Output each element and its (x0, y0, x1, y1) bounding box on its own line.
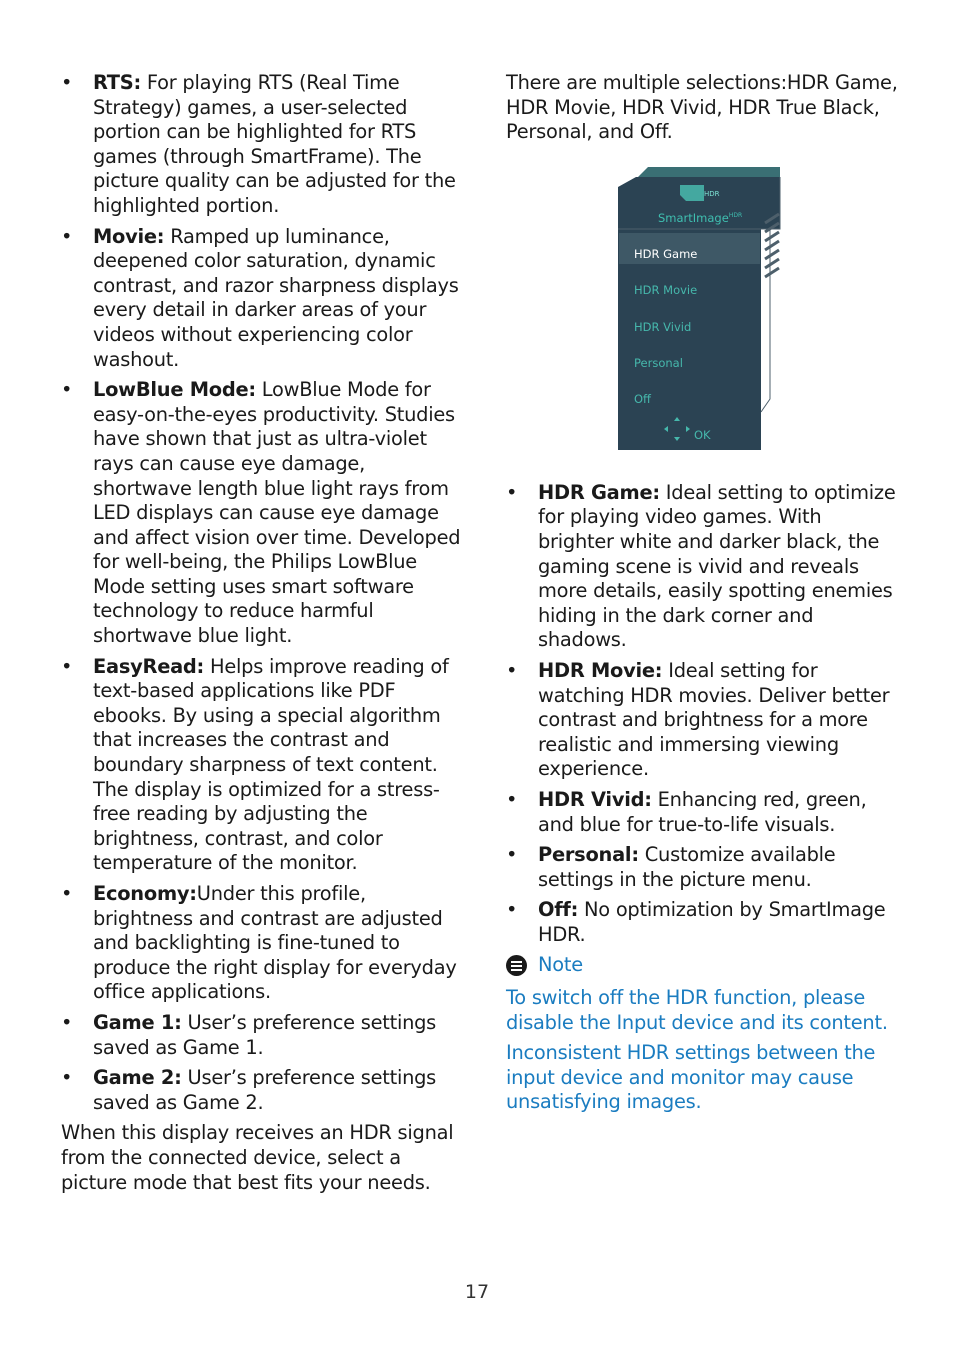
bullet-off (506, 898, 898, 947)
bullet-term: HDR Vivid: (538, 787, 652, 811)
bullet-hdr-vivid (506, 788, 898, 837)
bullet-dot: • (61, 882, 73, 905)
bullet-rts (61, 71, 461, 219)
bullet-hdr-movie (506, 659, 898, 782)
osd-item-hdr-game[interactable]: HDR Game (634, 246, 698, 261)
osd-ok-bar (618, 412, 761, 450)
bullet-term: Game 2: (93, 1066, 182, 1090)
note-heading (506, 953, 898, 978)
bullet-lowblue (61, 378, 461, 649)
osd-item-personal[interactable]: Personal (634, 355, 683, 370)
bullet-dot: • (506, 843, 518, 867)
bullet-text: User’s preference settings saved as Game 2. (93, 1066, 437, 1114)
bullet-text: Ramped up luminance, deepened color saturation, dynamic contrast, and razor sharpness displays every detail in darker areas of your videos without experiencing color washout. (93, 224, 459, 371)
bullet-text: Helps improve reading of text-based applications like PDF ebooks. By using a special algorithm that increases the contrast and boundary sharpness of text content. The display is optimized for a stress-free reading by adjusting the brightness, contrast, and color temperature of the monitor. (93, 654, 449, 875)
hdr-signal-paragraph: When this display receives an HDR signal from the connected device, select a picture mode that best fits your needs. (61, 1121, 454, 1194)
smartimage-hdr-osd-figure (618, 167, 818, 467)
osd-hdr-tag: HDR (704, 189, 720, 198)
bullet-game2 (61, 1066, 461, 1115)
bullet-term: Personal: (538, 843, 639, 867)
bullet-term: Off: (538, 898, 579, 922)
bullet-text: LowBlue Mode for easy-on-the-eyes productivity. Studies have shown that just as ultra-violet rays can cause eye damage, shortwave length blue light rays from LED displays can cause eye damage and affect vision over time. Developed for well-being, the Philips LowBlue Mode setting uses smart software technology to reduce harmful shortwave blue light. (93, 378, 461, 648)
bullet-dot: • (61, 224, 73, 248)
bullet-dot: • (61, 1066, 73, 1090)
osd-title (658, 204, 742, 230)
bullet-hdr-game (506, 481, 898, 653)
bullet-term: HDR Game: (538, 480, 660, 504)
bullet-dot: • (61, 1010, 73, 1034)
bullet-movie (61, 225, 461, 373)
bullet-text: Under this profile, brightness and contrast are adjusted and backlighting is fine-tuned to produce the right display for everyday office applications. (93, 882, 457, 1004)
osd-item-hdr-movie[interactable]: HDR Movie (634, 282, 698, 297)
bullet-dot: • (506, 787, 518, 811)
selections-intro: There are multiple selections:HDR Game, HDR Movie, HDR Vivid, HDR True Black, Personal, and Off. (506, 71, 898, 144)
bullet-personal (506, 843, 898, 892)
bullet-text: Ideal setting for watching HDR movies. Deliver better contrast and brightness for a more realistic and immersing viewing experience. (538, 658, 890, 781)
bullet-term: Economy: (93, 882, 197, 905)
bullet-text: Ideal setting to optimize for playing video games. With brighter white and darker black, the gaming scene is vivid and reveals more details, easily spotting enemies hiding in the dark corner and shadows. (538, 480, 896, 652)
osd-item-off[interactable]: Off (634, 391, 651, 406)
bullet-dot: • (506, 658, 518, 682)
bullet-game1 (61, 1011, 461, 1060)
bullet-term: RTS: (93, 71, 142, 94)
bullet-term: HDR Movie: (538, 658, 663, 682)
right-bullet-list (506, 481, 898, 948)
bullet-dot: • (61, 654, 73, 678)
bullet-text: Customize available settings in the picture menu. (538, 843, 836, 891)
right-column (506, 71, 898, 1121)
bullet-dot: • (506, 480, 518, 504)
page-number: 17 (464, 1281, 490, 1303)
bullet-term: Game 1: (93, 1010, 182, 1034)
bullet-term: EasyRead: (93, 654, 205, 678)
bullet-text: For playing RTS (Real Time Strategy) games, a user-selected portion can be highlighted for RTS games (through SmartFrame). The picture quality can be adjusted for the highlighted portion. (93, 71, 456, 217)
bullet-dot: • (61, 71, 73, 94)
left-column (61, 71, 461, 1201)
bullet-easyread (61, 655, 461, 876)
note-paragraph: To switch off the HDR function, please disable the Input device and its content. (506, 986, 888, 1034)
bullet-economy (61, 882, 461, 1005)
bullet-dot: • (506, 898, 518, 922)
bullet-term: Movie: (93, 224, 165, 248)
bullet-text: User’s preference settings saved as Game 1. (93, 1010, 437, 1059)
note-icon (506, 955, 527, 976)
note-heading-label: Note (538, 953, 583, 977)
osd-item-hdr-vivid[interactable]: HDR Vivid (634, 319, 692, 334)
note-paragraph: Inconsistent HDR settings between the input device and monitor may cause unsatisfying images. (506, 1041, 876, 1114)
osd-ok-label[interactable]: OK (694, 427, 711, 442)
osd-title-sup: HDR (728, 211, 743, 219)
bullet-text: Enhancing red, green, and blue for true-to-life visuals. (538, 787, 867, 836)
osd-title-text: SmartImage (658, 210, 729, 225)
left-bullet-list (61, 71, 461, 1115)
bullet-text: No optimization by SmartImage HDR. (538, 898, 886, 946)
bullet-dot: • (61, 378, 73, 402)
bullet-term: LowBlue Mode: (93, 378, 256, 402)
